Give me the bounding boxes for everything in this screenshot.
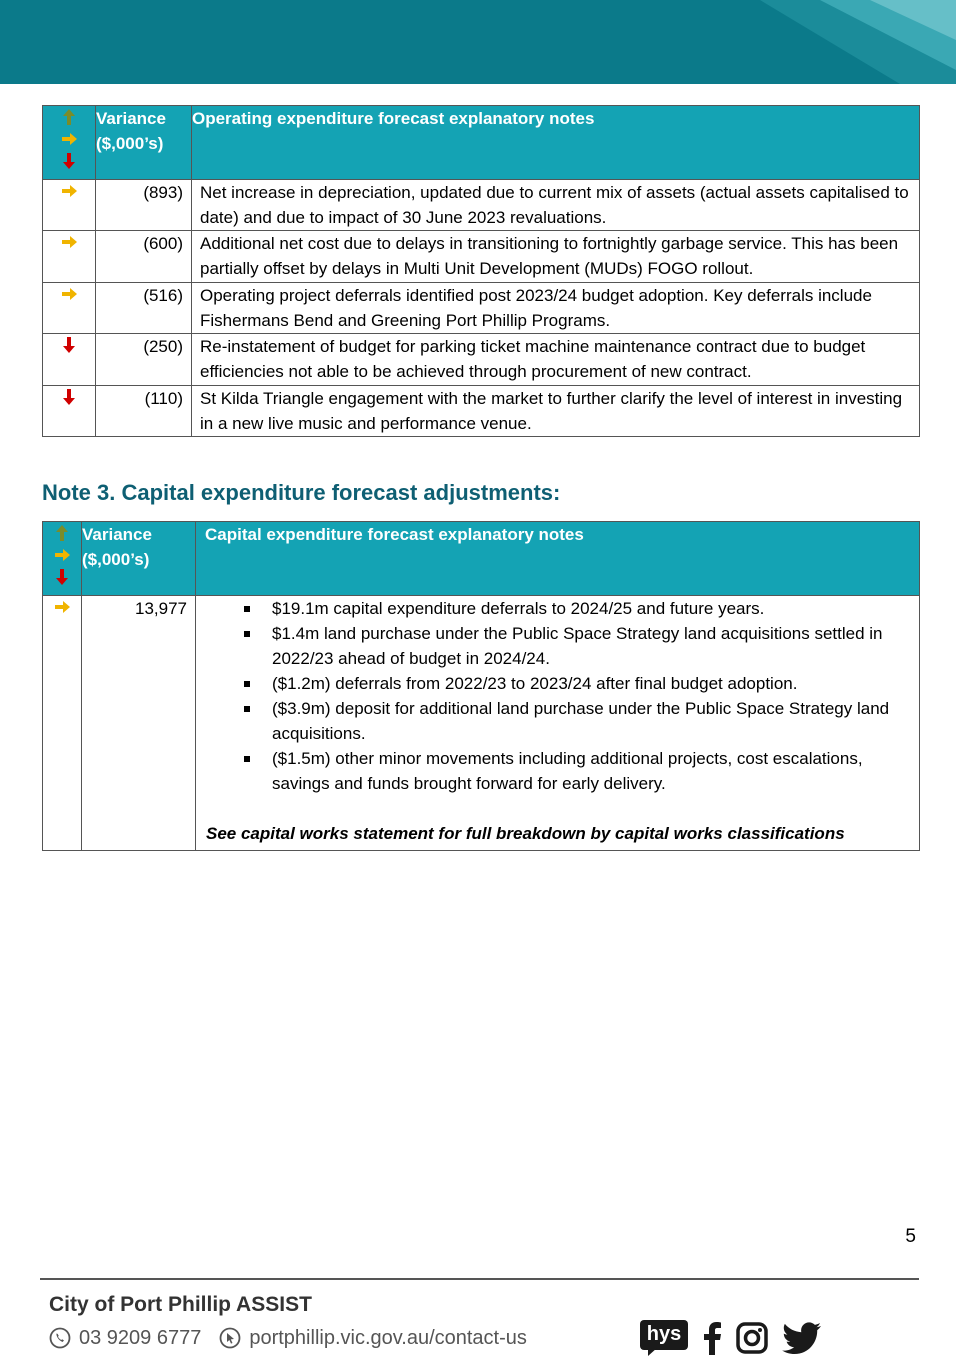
cursor-icon xyxy=(219,1327,241,1349)
top-banner xyxy=(0,0,956,84)
arrow-right-icon xyxy=(60,180,78,202)
direction-legend-header xyxy=(43,522,82,596)
arrow-right-icon xyxy=(53,596,71,618)
variance-value: (110) xyxy=(96,386,192,437)
footer-org-name: City of Port Phillip ASSIST xyxy=(49,1293,312,1316)
arrow-right-icon xyxy=(60,128,78,150)
twitter-icon[interactable] xyxy=(782,1322,822,1354)
table-row xyxy=(43,231,920,283)
website-link[interactable]: portphillip.vic.gov.au/contact-us xyxy=(249,1326,527,1349)
variance-header: Variance ($,000’s) xyxy=(96,106,192,180)
table-row xyxy=(43,596,920,851)
hys-button[interactable] xyxy=(640,1320,688,1356)
direction-legend-header xyxy=(43,106,96,180)
notes-header: Operating expenditure forecast explanatory notes xyxy=(192,106,920,180)
table-row xyxy=(43,180,920,231)
notes-header: Capital expenditure forecast explanatory notes xyxy=(196,522,920,596)
instagram-icon[interactable] xyxy=(736,1322,768,1354)
bullet-list xyxy=(204,596,911,796)
variance-value: (893) xyxy=(96,180,192,231)
table-row xyxy=(43,334,920,386)
phone-number[interactable]: 03 9209 6777 xyxy=(79,1326,202,1349)
arrow-down-icon xyxy=(60,386,78,408)
explanatory-note: St Kilda Triangle engagement with the market to further clarify the level of interest in investing in a new live music and performance venue. xyxy=(192,386,920,437)
phone-icon xyxy=(49,1327,71,1349)
variance-header: Variance ($,000’s) xyxy=(82,522,196,596)
arrow-down-icon xyxy=(60,150,78,172)
table-row xyxy=(43,283,920,334)
arrow-right-icon xyxy=(60,231,78,253)
arrow-down-icon xyxy=(60,334,78,356)
list-item: $19.1m capital expenditure deferrals to 2024/25 and future years. xyxy=(204,596,911,621)
variance-value: (250) xyxy=(96,334,192,386)
capital-works-footnote: See capital works statement for full breakdown by capital works classifications xyxy=(206,824,845,843)
arrow-up-icon xyxy=(53,522,71,544)
operating-expenditure-table xyxy=(42,105,920,437)
facebook-icon[interactable] xyxy=(702,1321,722,1355)
section-title: Note 3. Capital expenditure forecast adjustments: xyxy=(42,480,561,505)
variance-value: (600) xyxy=(96,231,192,283)
variance-value: (516) xyxy=(96,283,192,334)
footer-contact xyxy=(49,1325,527,1351)
arrow-up-icon xyxy=(60,106,78,128)
explanatory-note: Net increase in depreciation, updated due to current mix of assets (actual assets capitalised to date) and due to impact of 30 June 2023 revaluations. xyxy=(192,180,920,231)
explanatory-note: Re-instatement of budget for parking ticket machine maintenance contract due to budget efficiencies not able to be achieved through procurement of new contract. xyxy=(192,334,920,386)
arrow-right-icon xyxy=(60,283,78,305)
arrow-right-icon xyxy=(53,544,71,566)
list-item: ($1.5m) other minor movements including additional projects, cost escalations, savings and funds brought forward for early delivery. xyxy=(204,746,911,796)
explanatory-notes xyxy=(196,596,920,851)
footer-divider xyxy=(40,1278,919,1280)
variance-value: 13,977 xyxy=(82,596,196,851)
arrow-down-icon xyxy=(53,566,71,588)
capital-expenditure-table xyxy=(42,521,920,851)
list-item: ($3.9m) deposit for additional land purchase under the Public Space Strategy land acquisitions. xyxy=(204,696,911,746)
table-header-row xyxy=(43,522,920,596)
table-header-row xyxy=(43,106,920,180)
list-item: $1.4m land purchase under the Public Space Strategy land acquisitions settled in 2022/23 ahead of budget in 2024/24. xyxy=(204,621,911,671)
page-number: 5 xyxy=(905,1226,916,1247)
table-row xyxy=(43,386,920,437)
explanatory-note: Additional net cost due to delays in transitioning to fortnightly garbage service. This has been partially offset by delays in Multi Unit Development (MUDs) FOGO rollout. xyxy=(192,231,920,283)
list-item: ($1.2m) deferrals from 2022/23 to 2023/24 after final budget adoption. xyxy=(204,671,911,696)
explanatory-note: Operating project deferrals identified post 2023/24 budget adoption. Key deferrals include Fishermans Bend and Greening Port Phillip Programs. xyxy=(192,283,920,334)
social-links xyxy=(640,1318,836,1358)
hys-label: hys xyxy=(646,1323,682,1345)
